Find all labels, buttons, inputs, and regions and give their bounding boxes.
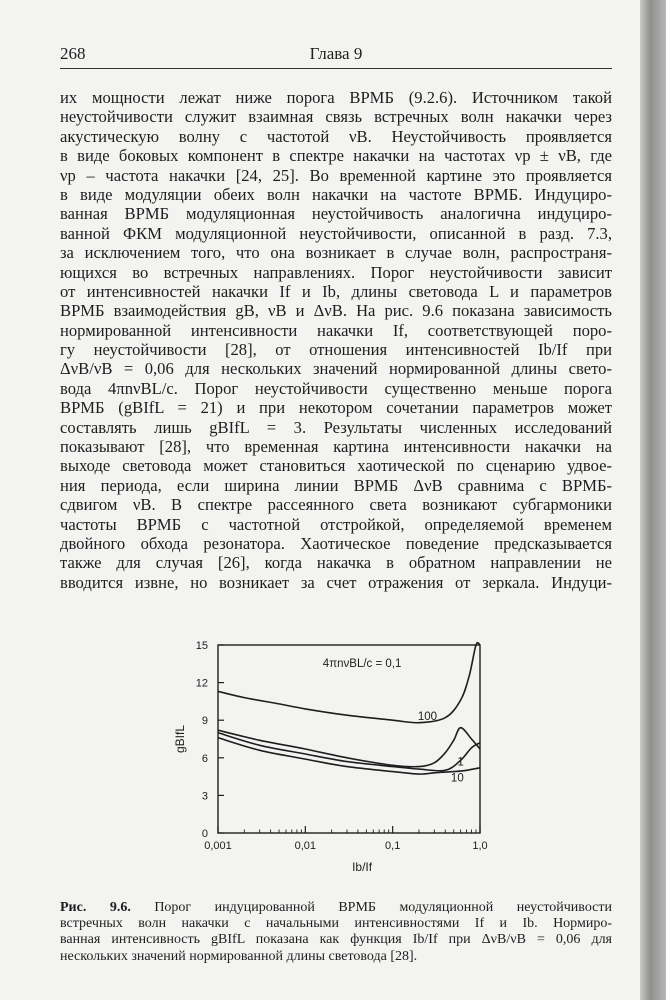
body-line: ΔνB/νB = 0,06 для нескольких значений нормированной длины свето- (60, 359, 612, 379)
page-gutter (640, 0, 666, 1000)
body-line: их мощности лежат ниже порога ВРМБ (9.2.6). Источником такой (60, 88, 612, 107)
body-line: выходе световода может становиться хаотической по сценарию удвое- (60, 456, 612, 476)
series-line (218, 643, 480, 723)
y-tick-label: 12 (195, 677, 208, 690)
chart-svg (160, 625, 500, 895)
caption-label: Рис. 9.6. (60, 900, 131, 915)
body-line: неустойчивости служит взаимная связь встречных волн накачки через (60, 107, 612, 127)
running-header (60, 44, 612, 68)
body-line: сдвигом νB. В спектре рассеянного света возникают субгармоники (60, 495, 612, 515)
curve-label: 100 (417, 711, 438, 724)
caption-line: встречных волн накачки с начальными интенсивностями If и Ib. Нормиро- (60, 916, 612, 932)
y-tick-label: 3 (201, 790, 208, 803)
figure-caption (60, 900, 612, 965)
y-tick-label: 0 (201, 828, 208, 840)
legend-title: 4πnνBL/c = 0,1 (322, 658, 402, 670)
x-tick-label: 0,01 (294, 840, 317, 852)
x-axis-label: Ib/If (352, 860, 373, 874)
body-line: гу неустойчивости [28], от отношения интенсивностей Ib/If при (60, 340, 612, 360)
body-line: ванная ВРМБ модуляционная неустойчивость аналогична индуциро- (60, 204, 612, 224)
series-line (218, 738, 480, 774)
y-axis-label: gBIfL (173, 724, 187, 754)
x-tick-label: 1,0 (472, 840, 488, 852)
page-number: 268 (60, 44, 86, 63)
x-tick-label: 0,1 (385, 840, 401, 852)
body-line: также для случая [26], когда накачка в обратном направлении не (60, 553, 612, 573)
body-line: ющихся во встречных направлениях. Порог неустойчивости зависит (60, 262, 612, 282)
body-line: двойного обхода резонатора. Хаотическое поведение предсказывается (60, 533, 612, 553)
y-tick-label: 6 (201, 752, 208, 765)
body-line: за исключением того, что она возникает в случае волн, распространя- (60, 243, 612, 263)
body-line: вода 4πnνBL/c. Порог неустойчивости существенно меньше порога (60, 378, 612, 398)
figure-9-6 (160, 625, 500, 895)
body-line: нормированной интенсивности накачки If, соответствующей поро- (60, 320, 612, 340)
series-line (218, 728, 480, 767)
curve-label: 1 (457, 756, 464, 769)
caption-line: ванная интенсивность gBIfL показана как функция Ib/If при ΔνB/νB = 0,06 для (60, 932, 612, 948)
body-line: ВРМБ (gBIfL = 21) и при некотором сочетании параметров может (60, 398, 612, 418)
body-line: частоты ВРМБ с частотной отстройкой, определяемой временем (60, 514, 612, 534)
series-line (218, 733, 480, 771)
y-tick-label: 9 (201, 715, 208, 728)
body-line: от интенсивностей накачки If и Ib, длины световода L и параметров (60, 281, 612, 301)
body-text (60, 88, 612, 592)
chapter-title: Глава 9 (309, 44, 363, 63)
body-line: показывают [28], что временная картина интенсивности накачки на (60, 437, 612, 457)
body-line: ВРМБ взаимодействия gB, νB и ΔνB. На рис. 9.6 показана зависимость (60, 301, 612, 321)
caption-line (60, 900, 612, 916)
caption-line: нескольких значений нормированной длины световода [28]. (60, 948, 418, 964)
body-line: ванной ФКМ модуляционной неустойчивости, описанной в разд. 7.3, (60, 223, 612, 243)
y-tick-label: 15 (195, 640, 208, 652)
body-line: в виде боковых компонент в спектре накачки на частотах νp ± νB, где (60, 146, 612, 166)
caption-text: Порог индуцированной ВРМБ модуляционной неустойчивости (130, 900, 612, 915)
body-line: составлять лишь gBIfL = 3. Результаты численных исследований (60, 417, 612, 437)
body-line: νp – частота накачки [24, 25]. Во временной картине это проявляется (60, 165, 612, 185)
header-rule (60, 68, 612, 69)
x-tick-label: 0,001 (204, 840, 232, 852)
body-line: в виде модуляции обеих волн накачки на частоте ВРМБ. Индуциро- (60, 184, 612, 204)
body-line: вводится извне, но возникает за счет отражения от зеркала. Индуци- (60, 572, 612, 592)
curve-label: 10 (450, 772, 464, 785)
body-line: акустическую волну с частотой νB. Неустойчивость проявляется (60, 126, 612, 146)
body-line: ния периода, если ширина линии ВРМБ ΔνB сравнима с ВРМБ- (60, 475, 612, 495)
